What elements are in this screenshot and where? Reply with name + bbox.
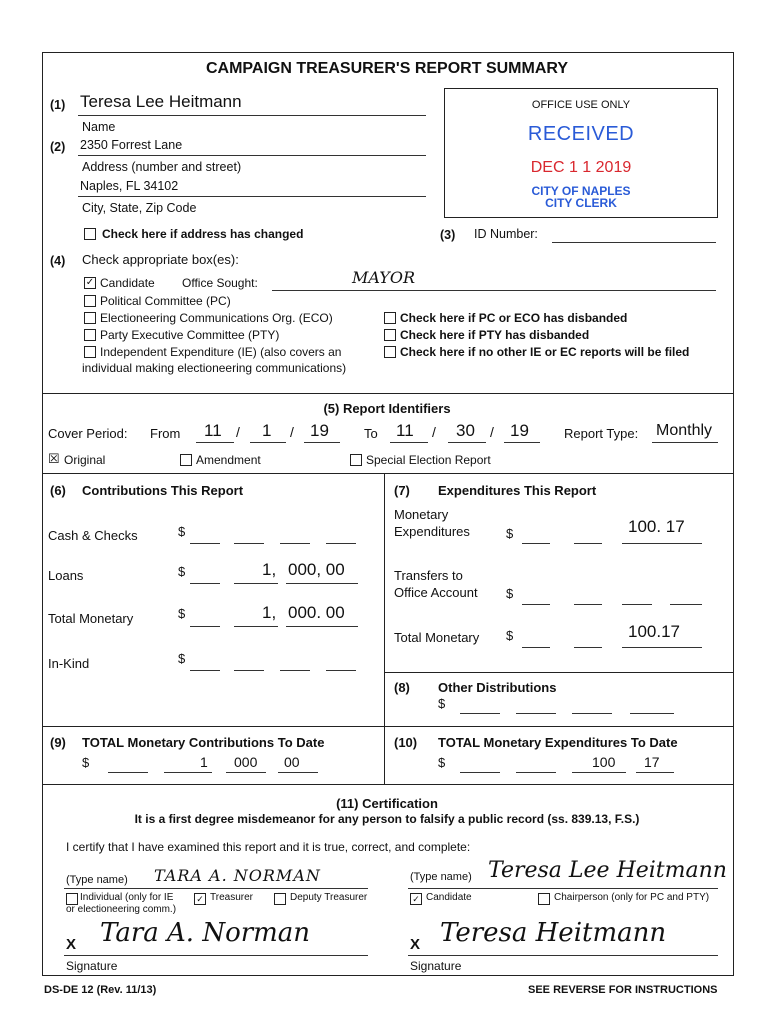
city-value[interactable]: Naples, FL 34102 — [80, 179, 179, 193]
inkind-field-2[interactable] — [234, 670, 264, 671]
divider-section9 — [42, 726, 734, 727]
etd-dollars[interactable]: 100 — [592, 754, 616, 770]
office-sought-value[interactable]: MAYOR — [352, 268, 416, 287]
total-contrib-to-date-title: TOTAL Monetary Contributions To Date — [82, 735, 325, 750]
address-line — [78, 155, 426, 156]
other-dist-field-4[interactable] — [630, 713, 674, 714]
city-stamp-line2: CITY CLERK — [545, 196, 617, 210]
city-stamp-line1: CITY OF NAPLES — [531, 184, 631, 198]
from-month-line — [196, 442, 234, 443]
monetary-dollar: $ — [506, 526, 514, 541]
total-contrib-thousands[interactable]: 1, — [262, 603, 277, 622]
section-8-number: (8) — [394, 680, 410, 695]
disband-pc-checkbox[interactable] — [384, 312, 396, 324]
id-number-label: ID Number: — [474, 227, 538, 241]
monetary-exp-field-1[interactable] — [522, 543, 550, 544]
candidate-checkbox[interactable]: ✓ — [85, 277, 95, 288]
chairperson-label: Chairperson (only for PC and PTY) — [554, 892, 710, 903]
cash-field-2[interactable] — [234, 543, 264, 544]
transfers-field-3[interactable] — [622, 604, 652, 605]
report-type-line — [652, 442, 718, 443]
address-label: Address (number and street) — [82, 160, 242, 174]
section-4-number: (4) — [50, 254, 66, 268]
to-slash-2: / — [490, 424, 494, 440]
pc-label: Political Committee (PC) — [100, 294, 231, 308]
no-other-reports-checkbox[interactable] — [384, 346, 396, 358]
to-month-line — [390, 442, 428, 443]
etd-field-4 — [636, 772, 674, 773]
candidate-signature[interactable]: Teresa Heitmann — [440, 918, 667, 948]
deputy-treasurer-checkbox[interactable] — [274, 893, 286, 905]
address-changed-label: Check here if address has changed — [102, 227, 304, 241]
city-line — [78, 196, 426, 197]
loans-thousands[interactable]: 1, — [262, 560, 277, 579]
ie-checkbox[interactable] — [84, 346, 96, 358]
other-distributions-title: Other Distributions — [438, 680, 557, 695]
to-month[interactable]: 11 — [396, 421, 414, 440]
ctd-hundreds[interactable]: 000 — [234, 754, 258, 770]
cash-field-1[interactable] — [190, 543, 220, 544]
eco-checkbox[interactable] — [84, 312, 96, 324]
transfers-field-1[interactable] — [522, 604, 550, 605]
loans-label: Loans — [48, 568, 84, 583]
treasurer-typed-name[interactable]: TARA A. NORMAN — [154, 866, 321, 885]
right-signature-line — [408, 955, 718, 956]
monetary-label-2: Expenditures — [394, 524, 470, 539]
loans-field-2 — [234, 583, 278, 584]
candidate-sign-checkbox[interactable]: ✓ — [410, 893, 422, 905]
special-election-checkbox[interactable] — [350, 454, 362, 466]
amendment-checkbox[interactable] — [180, 454, 192, 466]
right-signature-label: Signature — [410, 959, 462, 973]
total-exp-value[interactable]: 100.17 — [628, 622, 680, 641]
ctd-thousands[interactable]: 1 — [200, 754, 208, 770]
total-exp-field-3 — [622, 647, 702, 648]
total-exp-to-date-title: TOTAL Monetary Expenditures To Date — [438, 735, 678, 750]
total-exp-dollar: $ — [506, 628, 514, 643]
from-day[interactable]: 1 — [262, 421, 272, 440]
to-day[interactable]: 30 — [456, 421, 475, 440]
certification-title: (11) Certification — [336, 796, 438, 811]
original-checkbox[interactable]: ☒ — [48, 451, 60, 466]
total-contrib-field-1[interactable] — [190, 626, 220, 627]
individual-label-2: or electioneering comm.) — [66, 904, 177, 915]
received-date-stamp: DEC 1 1 2019 — [530, 159, 632, 176]
monetary-exp-field-2[interactable] — [574, 543, 602, 544]
etd-field-2[interactable] — [516, 772, 556, 773]
loans-field-1[interactable] — [190, 583, 220, 584]
loans-dollar: $ — [178, 564, 186, 579]
total-contrib-field-2 — [234, 626, 278, 627]
amendment-label: Amendment — [196, 453, 261, 467]
inkind-field-3[interactable] — [280, 670, 310, 671]
total-contrib-field-3 — [286, 626, 358, 627]
name-line — [78, 115, 426, 116]
disband-pty-label: Check here if PTY has disbanded — [400, 328, 590, 342]
candidate-typed-name[interactable]: Teresa Lee Heitmann — [488, 858, 727, 883]
left-type-name-label: (Type name) — [66, 874, 128, 886]
total-contrib-to-date-dollar: $ — [82, 755, 90, 770]
right-signature-x: X — [410, 936, 421, 953]
total-contrib-amount[interactable]: 000. 00 — [288, 603, 345, 622]
office-use-header: OFFICE USE ONLY — [531, 99, 631, 111]
form-number: DS-DE 12 (Rev. 11/13) — [44, 984, 157, 996]
total-exp-label: Total Monetary — [394, 630, 480, 645]
other-dist-dollar: $ — [438, 696, 446, 711]
pc-checkbox[interactable] — [84, 295, 96, 307]
to-year[interactable]: 19 — [510, 421, 529, 440]
treasurer-checkbox[interactable]: ✓ — [194, 893, 206, 905]
deputy-treasurer-label: Deputy Treasurer — [290, 892, 368, 903]
from-year[interactable]: 19 — [310, 421, 329, 440]
contributions-title: Contributions This Report — [82, 483, 244, 498]
original-label: Original — [64, 453, 106, 467]
city-label: City, State, Zip Code — [82, 201, 197, 215]
address-value[interactable]: 2350 Forrest Lane — [80, 138, 183, 152]
loans-field-3 — [286, 583, 358, 584]
pty-checkbox[interactable] — [84, 329, 96, 341]
transfers-field-2[interactable] — [574, 604, 602, 605]
other-dist-field-3[interactable] — [572, 713, 612, 714]
total-contrib-label: Total Monetary — [48, 611, 134, 626]
etd-cents[interactable]: 17 — [644, 754, 660, 770]
total-contrib-dollar: $ — [178, 606, 186, 621]
inkind-dollar: $ — [178, 651, 186, 666]
check-boxes-label: Check appropriate box(es): — [82, 252, 239, 267]
divider-vertical-2 — [384, 726, 385, 784]
expenditures-title: Expenditures This Report — [438, 483, 597, 498]
ie-label-line1: Independent Expenditure (IE) (also covers an — [100, 345, 342, 359]
candidate-sign-label: Candidate — [426, 892, 472, 903]
from-day-line — [250, 442, 286, 443]
cash-field-4[interactable] — [326, 543, 356, 544]
candidate-name-value[interactable]: Teresa Lee Heitmann — [80, 92, 242, 111]
left-signature-line — [64, 955, 368, 956]
from-month[interactable]: 11 — [204, 421, 222, 440]
cover-period-label: Cover Period: — [48, 426, 128, 441]
cash-field-3[interactable] — [280, 543, 310, 544]
transfers-field-4[interactable] — [670, 604, 702, 605]
monetary-exp-value[interactable]: 100. 17 — [628, 517, 685, 536]
left-signature-label: Signature — [66, 959, 118, 973]
ctd-field-2 — [164, 772, 212, 773]
section-1-number: (1) — [50, 98, 66, 112]
section-3-number: (3) — [440, 228, 456, 242]
total-exp-to-date-dollar: $ — [438, 755, 446, 770]
ctd-cents[interactable]: 00 — [284, 754, 300, 770]
chairperson-checkbox[interactable] — [538, 893, 550, 905]
total-exp-field-1[interactable] — [522, 647, 550, 648]
ctd-field-1[interactable] — [108, 772, 148, 773]
special-election-label: Special Election Report — [366, 453, 491, 467]
section-9-number: (9) — [50, 735, 66, 750]
other-dist-field-2[interactable] — [516, 713, 556, 714]
id-number-field[interactable] — [552, 242, 716, 243]
treasurer-signature[interactable]: Tara A. Norman — [100, 918, 311, 948]
monetary-exp-field-3 — [622, 543, 702, 544]
no-other-reports-label: Check here if no other IE or EC reports will be filed — [400, 345, 690, 359]
left-name-line — [64, 888, 368, 889]
total-exp-field-2[interactable] — [574, 647, 602, 648]
form-title: CAMPAIGN TREASURER'S REPORT SUMMARY — [205, 60, 569, 77]
right-type-name-label: (Type name) — [410, 871, 472, 883]
office-use-box — [444, 88, 718, 218]
etd-field-1[interactable] — [460, 772, 500, 773]
left-signature-x: X — [66, 936, 77, 953]
section-10-number: (10) — [394, 735, 418, 750]
disband-pty-checkbox[interactable] — [384, 329, 396, 341]
loans-amount[interactable]: 000, 00 — [288, 560, 345, 579]
divider-section5 — [42, 393, 734, 394]
to-slash-1: / — [432, 424, 436, 440]
received-stamp: RECEIVED — [527, 123, 635, 145]
individual-label: Individual (only for IE — [80, 892, 174, 903]
section-6-number: (6) — [50, 483, 66, 498]
etd-field-3 — [572, 772, 626, 773]
disband-pc-label: Check here if PC or ECO has disbanded — [400, 311, 628, 325]
transfers-dollar: $ — [506, 586, 514, 601]
from-slash-2: / — [290, 424, 294, 440]
reverse-instructions: SEE REVERSE FOR INSTRUCTIONS — [528, 984, 718, 996]
office-sought-line — [272, 290, 716, 291]
cash-dollar: $ — [178, 524, 186, 539]
from-label: From — [150, 426, 181, 441]
report-identifiers-title: (5) Report Identifiers — [323, 401, 451, 416]
divider-section6 — [42, 473, 734, 474]
divider-section8 — [384, 672, 734, 673]
report-type-label: Report Type: — [564, 426, 639, 441]
report-type-value[interactable]: Monthly — [656, 422, 713, 439]
transfers-label-2: Office Account — [394, 585, 478, 600]
right-name-line — [408, 888, 718, 889]
other-dist-field-1[interactable] — [460, 713, 500, 714]
divider-section11 — [42, 784, 734, 785]
ie-label-line2: individual making electioneering communications) — [82, 361, 347, 375]
certification-statement: I certify that I have examined this report and it is true, correct, and complete: — [66, 840, 471, 854]
section-7-number: (7) — [394, 483, 410, 498]
inkind-field-4[interactable] — [326, 670, 356, 671]
ctd-field-3 — [226, 772, 266, 773]
to-year-line — [504, 442, 540, 443]
candidate-label: Candidate — [100, 276, 155, 290]
treasurer-label: Treasurer — [210, 892, 253, 903]
to-label: To — [364, 426, 378, 441]
to-day-line — [448, 442, 486, 443]
cash-checks-label: Cash & Checks — [48, 528, 138, 543]
ctd-field-4 — [278, 772, 318, 773]
name-label: Name — [82, 120, 116, 134]
section-2-number: (2) — [50, 140, 66, 154]
pty-label: Party Executive Committee (PTY) — [100, 328, 280, 342]
from-slash-1: / — [236, 424, 240, 440]
address-changed-checkbox[interactable] — [84, 228, 96, 240]
transfers-label-1: Transfers to — [394, 568, 463, 583]
from-year-line — [304, 442, 340, 443]
inkind-label: In-Kind — [48, 656, 90, 671]
office-sought-label: Office Sought: — [182, 276, 258, 290]
monetary-label-1: Monetary — [394, 507, 449, 522]
certification-warning: It is a first degree misdemeanor for any person to falsify a public record (ss. 839.13, F.S.) — [134, 812, 640, 826]
inkind-field-1[interactable] — [190, 670, 220, 671]
eco-label: Electioneering Communications Org. (ECO) — [100, 311, 333, 325]
